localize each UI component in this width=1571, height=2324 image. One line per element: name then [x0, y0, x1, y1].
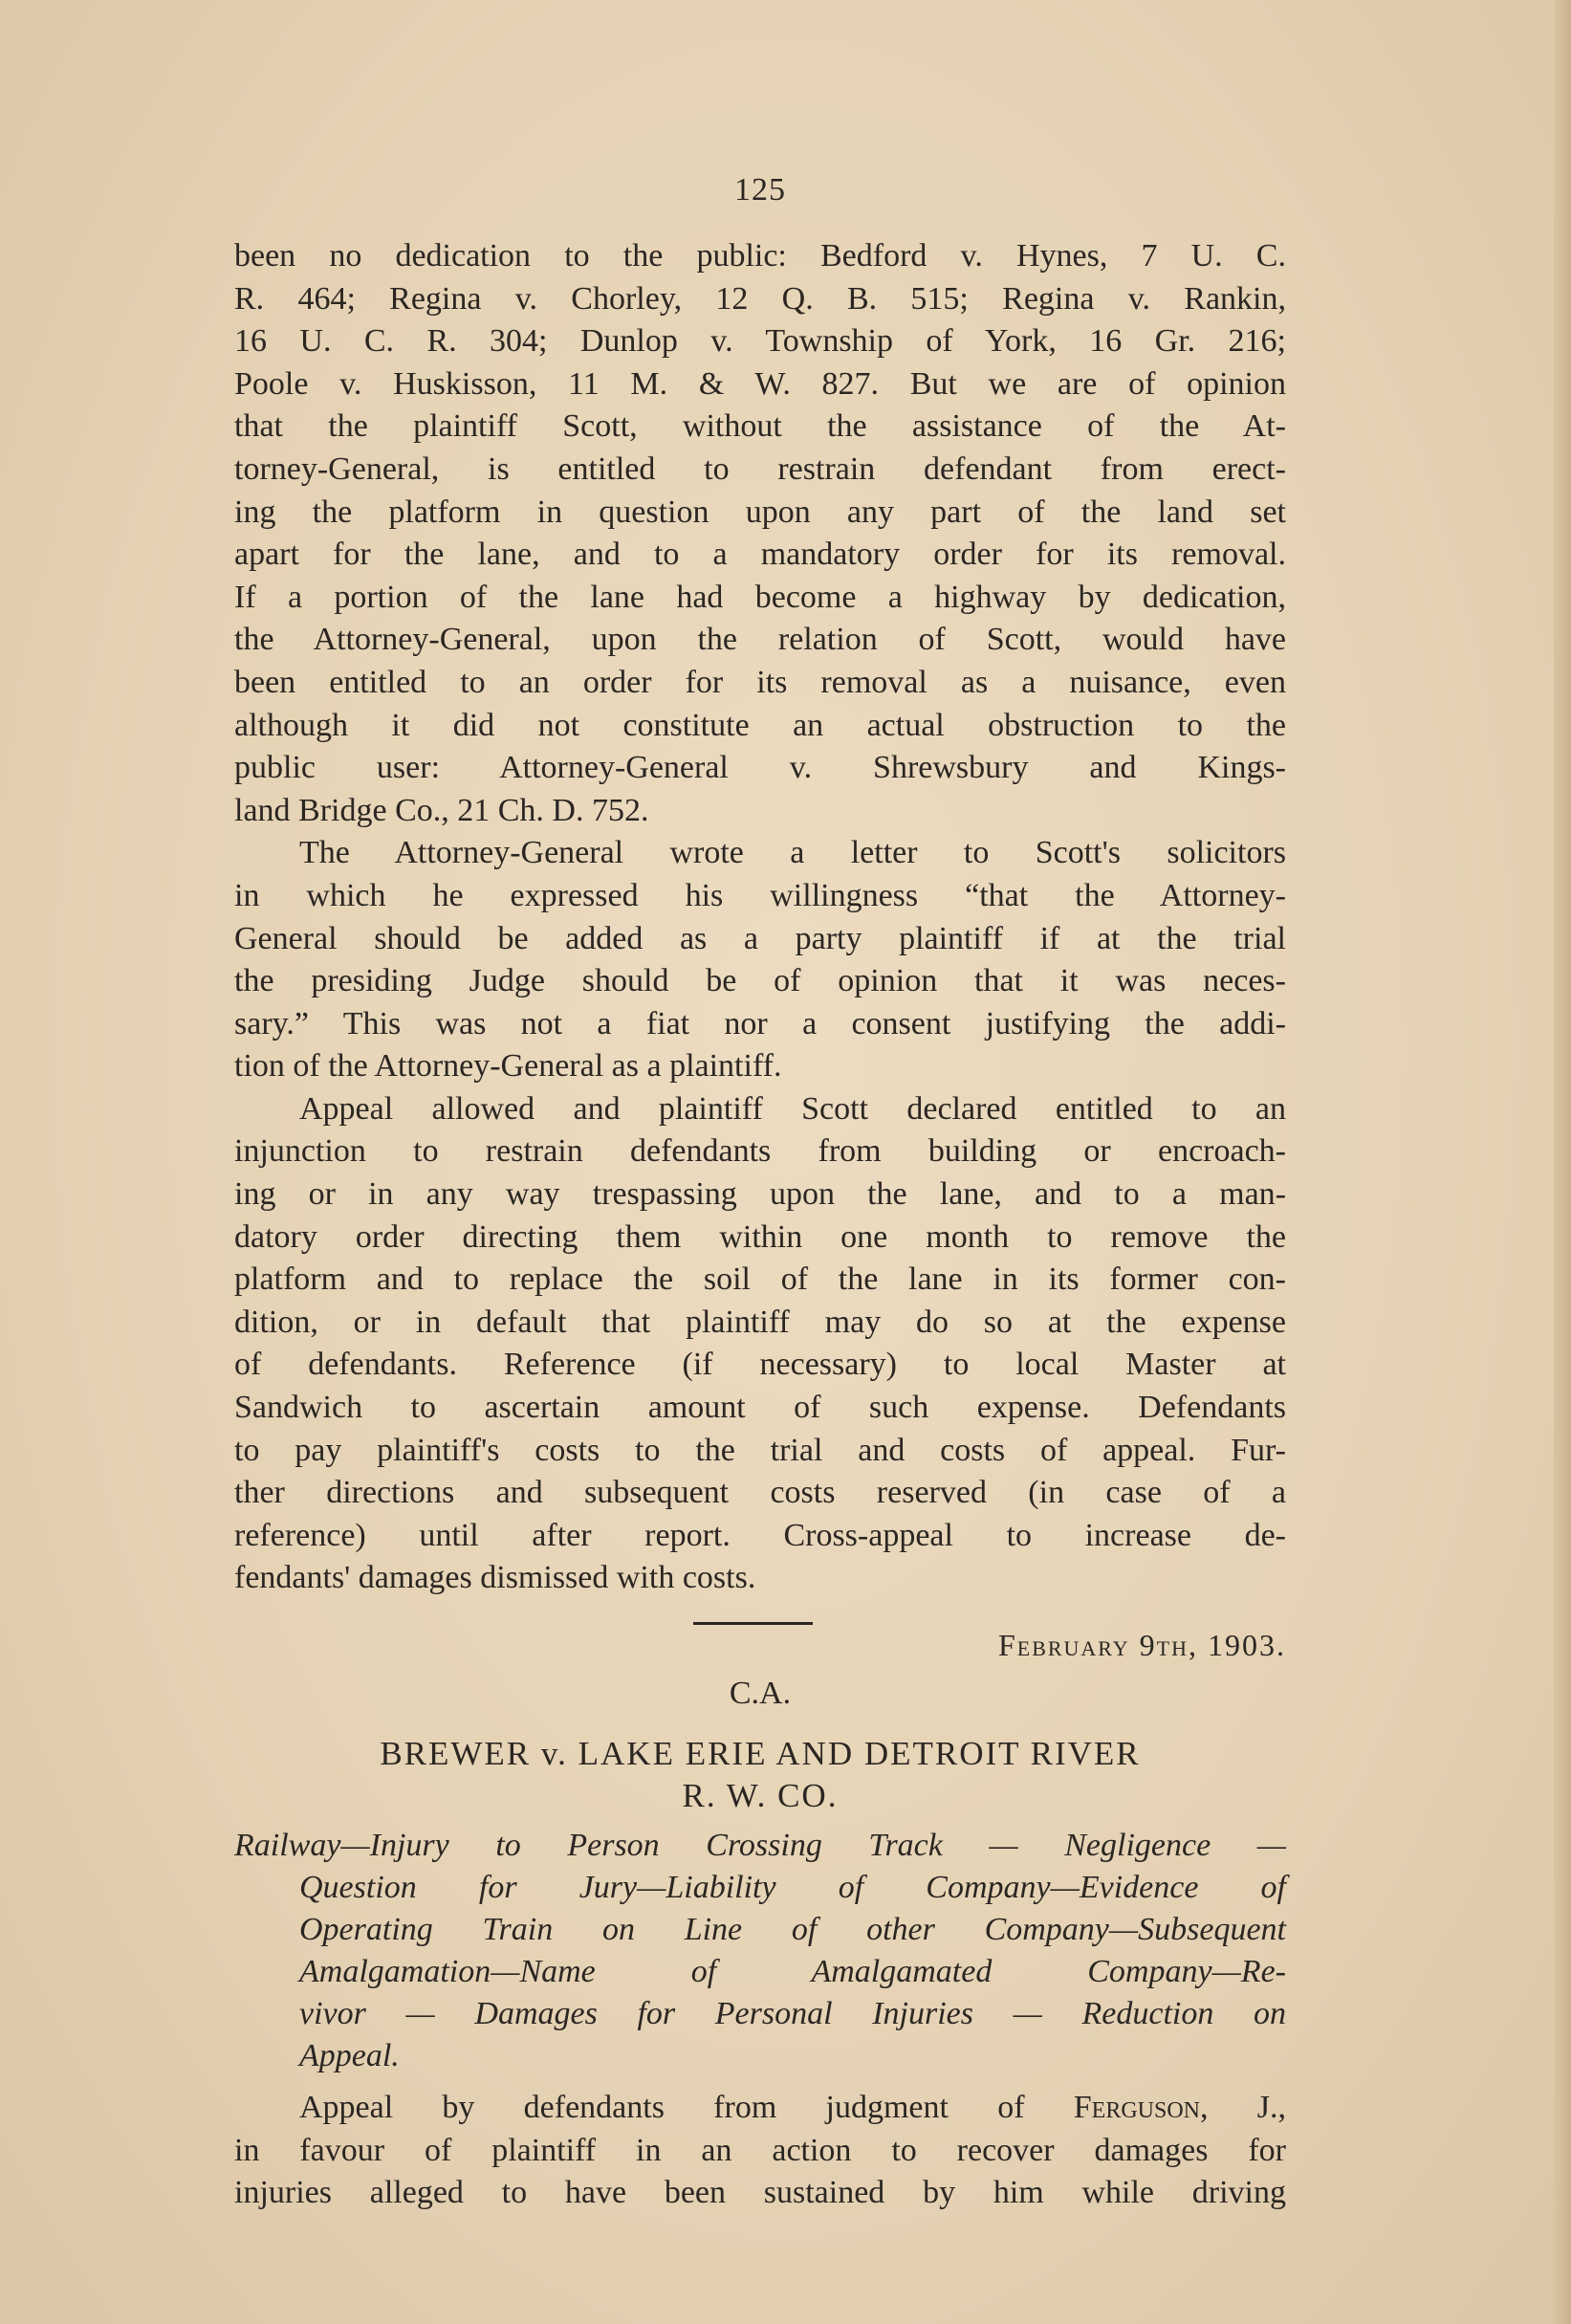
- appeal-text: Appeal by defendants from judgment of: [299, 2090, 1074, 2125]
- text-line: ing the platform in question upon any part of the land set: [234, 493, 1286, 530]
- text-line: to pay plaintiff's costs to the trial and costs of appeal. Fur-: [234, 1432, 1286, 1468]
- headnote-line: Appeal.: [299, 2038, 400, 2073]
- text-line: the presiding Judge should be of opinion that it was neces-: [234, 963, 1286, 999]
- decision-date: February 9th, 1903.: [997, 1628, 1286, 1662]
- text-line: injunction to restrain defendants from building or encroach-: [234, 1133, 1286, 1170]
- text-line: been entitled to an order for its removal as a nuisance, even: [234, 664, 1286, 700]
- text-line: General should be added as a party plaintiff if at the trial: [234, 920, 1286, 956]
- text-line: ing or in any way trespassing upon the lane, and to a man-: [234, 1176, 1286, 1213]
- text-line: Poole v. Huskisson, 11 M. & W. 827. But we are of opinion: [234, 365, 1286, 402]
- text-line: datory order directing them within one month to remove the: [234, 1218, 1286, 1255]
- text-line: tion of the Attorney-General as a plaintiff.: [234, 1048, 782, 1085]
- appeal-paragraph: [234, 2087, 1286, 2215]
- section-divider: [693, 1622, 813, 1625]
- text-line: sary.” This was not a fiat nor a consent justifying the addi-: [234, 1005, 1286, 1041]
- headnote-line: Operating Train on Line of other Company—Subsequent: [299, 1912, 1286, 1947]
- text-line: in which he expressed his willingness “that the Attorney-: [234, 877, 1286, 913]
- court-label: C.A.: [729, 1676, 792, 1711]
- text-line: platform and to replace the soil of the lane in its former con-: [234, 1261, 1286, 1298]
- paragraph-2: [234, 832, 1286, 1088]
- page-edge: [1554, 0, 1571, 2324]
- headnote: [234, 1825, 1286, 2077]
- paragraph-3: [234, 1088, 1286, 1600]
- headnote-line: Question for Jury—Liability of Company—Evidence of: [299, 1870, 1286, 1905]
- text-line: land Bridge Co., 21 Ch. D. 752.: [234, 792, 649, 828]
- text-line: ther directions and subsequent costs reserved (in case of a: [234, 1475, 1286, 1511]
- text-line: torney-General, is entitled to restrain defendant from erect-: [234, 450, 1286, 487]
- text-line: Sandwich to ascertain amount of such expense. Defendants: [234, 1390, 1286, 1426]
- text-line: Appeal allowed and plaintiff Scott declared entitled to an: [299, 1090, 1286, 1127]
- text-line: If a portion of the lane had become a highway by dedication,: [234, 579, 1286, 615]
- judge-name: Ferguson: [1073, 2090, 1201, 2125]
- headnote-line: vivor — Damages for Personal Injuries — Reduction on: [299, 1996, 1286, 2031]
- body-text: [234, 235, 1286, 1600]
- headnote-line: Amalgamation—Name of Amalgamated Company—Re-: [299, 1954, 1286, 1989]
- text-line: The Attorney-General wrote a letter to Scott's solicitors: [299, 835, 1286, 871]
- text-line: R. 464; Regina v. Chorley, 12 Q. B. 515; Regina v. Rankin,: [234, 280, 1286, 317]
- text-line: the Attorney-General, upon the relation of Scott, would have: [234, 622, 1286, 658]
- text-line: although it did not constitute an actual obstruction to the: [234, 707, 1286, 743]
- text-line: in favour of plaintiff in an action to recover damages for: [234, 2132, 1286, 2168]
- text-line: dition, or in default that plaintiff may do so at the expense: [234, 1304, 1286, 1340]
- text-line: apart for the lane, and to a mandatory order for its removal.: [234, 537, 1286, 573]
- text-line: injuries alleged to have been sustained by him while driving: [234, 2175, 1286, 2211]
- text-line: 16 U. C. R. 304; Dunlop v. Township of York, 16 Gr. 216;: [234, 323, 1286, 360]
- text-line: [234, 2087, 1286, 2130]
- paragraph-1: [234, 235, 1286, 832]
- case-title-line-2: R. W. CO.: [682, 1777, 839, 1814]
- page-number: 125: [734, 172, 786, 208]
- headnote-line: Railway—Injury to Person Crossing Track — Negligence —: [234, 1828, 1286, 1863]
- case-title-line-1: BREWER v. LAKE ERIE AND DETROIT RIVER: [380, 1735, 1141, 1772]
- text-line: reference) until after report. Cross-appeal to increase de-: [234, 1517, 1286, 1553]
- case-title: [234, 1733, 1286, 1817]
- text-line: of defendants. Reference (if necessary) to local Master at: [234, 1347, 1286, 1383]
- text-line: public user: Attorney-General v. Shrewsbury and Kings-: [234, 750, 1286, 786]
- appeal-text: , J.,: [1200, 2090, 1287, 2125]
- text-line: been no dedication to the public: Bedford v. Hynes, 7 U. C.: [234, 238, 1286, 274]
- text-line: fendants' damages dismissed with costs.: [234, 1560, 756, 1596]
- text-line: that the plaintiff Scott, without the assistance of the At-: [234, 408, 1286, 445]
